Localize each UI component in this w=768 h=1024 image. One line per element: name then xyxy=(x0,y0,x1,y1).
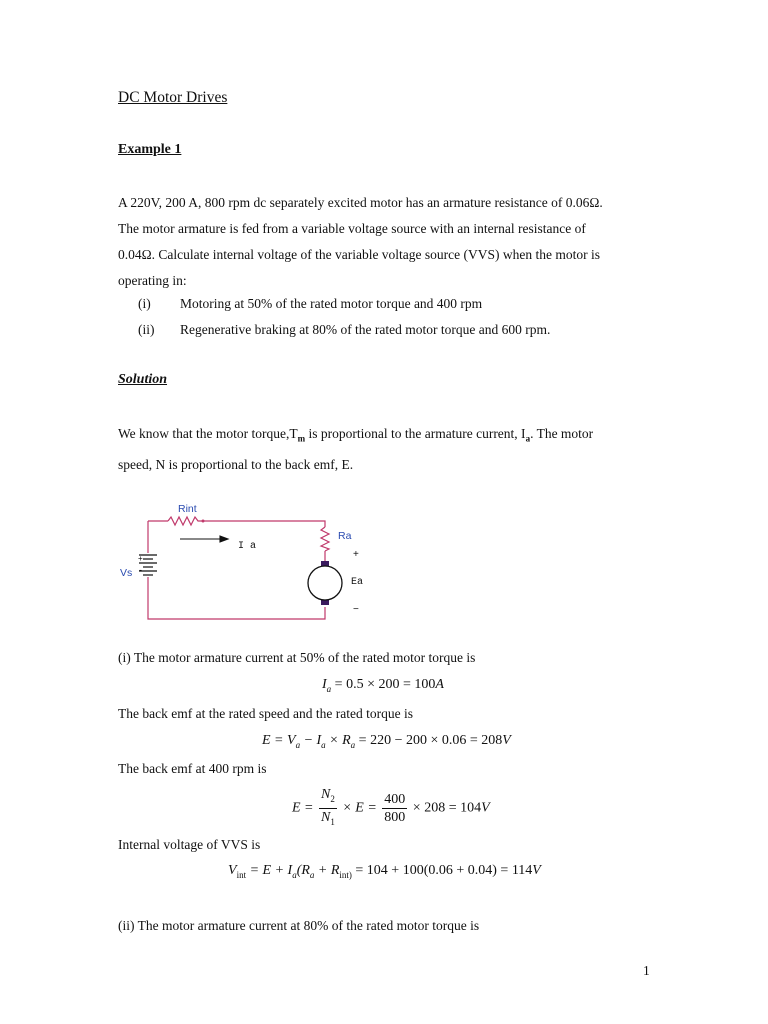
ra-label: Ra xyxy=(338,530,352,542)
problem-statement xyxy=(118,190,652,294)
motor-plus-label: + xyxy=(353,549,359,560)
problem-line-4: operating in: xyxy=(118,273,187,288)
problem-line-1: A 220V, 200 A, 800 rpm dc separately excited motor has an armature resistance of 0.06Ω. xyxy=(118,195,603,210)
vs-label: Vs xyxy=(120,567,133,579)
page-number: 1 xyxy=(643,963,650,978)
equation-back-emf-400rpm: E = $\frac{N_2}{N_1}$ × E = $\frac{400}{800}$ × 208 = 104V xyxy=(292,787,490,827)
example-heading: Example 1 xyxy=(118,142,182,157)
src-plus-label: + xyxy=(138,554,143,563)
src-minus-label: - xyxy=(139,565,142,575)
intro-line-1: We know that the motor $torque,T_m$ is proportional to the armature current, $I_a$. The motor xyxy=(118,426,594,444)
wire-left xyxy=(148,521,325,619)
list-item xyxy=(138,322,550,338)
rint-terminal xyxy=(202,520,205,523)
ea-label: Ea xyxy=(351,577,364,588)
problem-line-2: The motor armature is fed from a variable voltage source with an internal resistance of xyxy=(118,221,586,236)
part2-sentence-1: (ii) The motor armature current at 80% of the rated motor torque is xyxy=(118,918,480,933)
circuit-diagram xyxy=(110,495,390,630)
problem-line-3: 0.04Ω. Calculate internal voltage of the variable voltage source (VVS) when the motor is xyxy=(118,247,601,262)
intro-paragraph xyxy=(118,421,652,478)
list-item-text: Motoring at 50% of the rated motor torque and 400 rpm xyxy=(180,296,483,311)
solution-heading: Solution xyxy=(118,372,168,387)
equation-internal-voltage: $V_{int} = E + I_a(R_a + R_{int)} = 104 + 100(0.06 + 0.04) = 114V$ xyxy=(228,863,541,880)
part1-sentence-4: Internal voltage of VVS is xyxy=(118,837,261,852)
equation-armature-current: $I_a = 0.5 \times 200 = 100A$ xyxy=(322,677,444,694)
equation-back-emf-rated: $E = V_a - I_a \times R_a = 220 - 200 \times 0.06 = 208V$ xyxy=(262,733,511,750)
ia-label: I a xyxy=(238,541,257,552)
ra-resistor xyxy=(321,527,329,551)
intro-line-2: speed, N is proportional to the back emf, E. xyxy=(118,456,354,472)
motor-minus-label: − xyxy=(353,604,359,615)
part1-sentence-3: The back emf at 400 rpm is xyxy=(118,761,267,776)
motor-symbol xyxy=(308,566,342,600)
rint-resistor xyxy=(168,517,202,525)
part1-sentence-1: (i) The motor armature current at 50% of the rated motor torque is xyxy=(118,650,476,665)
current-arrow xyxy=(180,536,228,542)
part1-sentence-2: The back emf at the rated speed and the rated torque is xyxy=(118,706,413,721)
list-item xyxy=(138,296,482,312)
document-title: DC Motor Drives xyxy=(118,89,228,106)
rint-label: Rint xyxy=(178,503,197,515)
list-item-number: (i) xyxy=(138,296,151,311)
list-item-text: Regenerative braking at 80% of the rated motor torque and 600 rpm. xyxy=(180,322,551,337)
list-item-number: (ii) xyxy=(138,322,155,337)
